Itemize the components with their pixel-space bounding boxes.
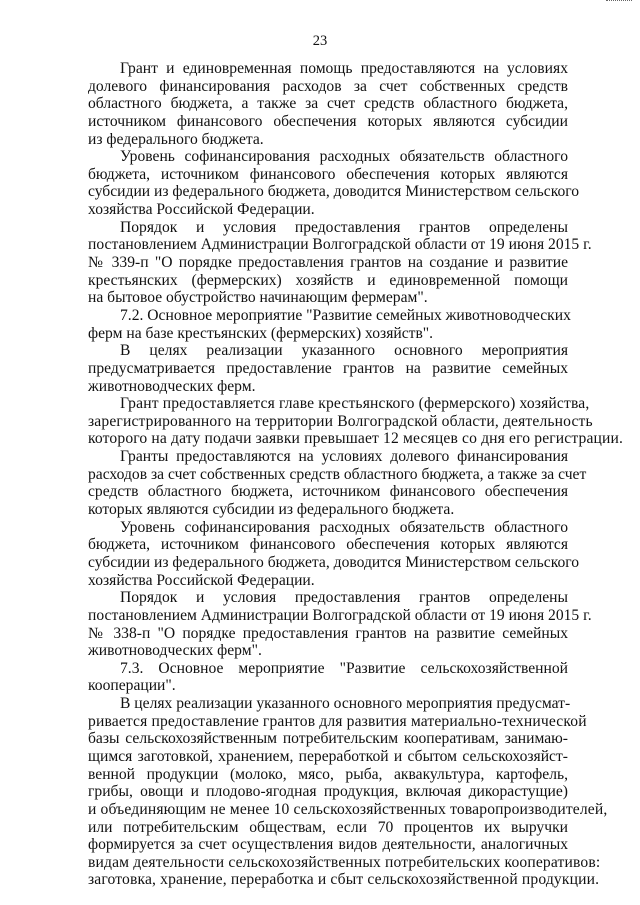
text-line: базы сельскохозяйственным потребительским кооперативам, занимаю- xyxy=(88,730,568,748)
text-line: хозяйства Российской Федерации. xyxy=(88,571,315,589)
text-line: Уровень софинансирования расходных обязательств областного xyxy=(120,518,568,536)
text-line: кооперации". xyxy=(88,677,176,695)
paragraph-cooperation-grants xyxy=(88,695,608,889)
text-line: венной продукции (молоко, мясо, рыба, аквакультура, картофель, xyxy=(88,765,568,783)
paragraph-grant-recipient xyxy=(88,395,624,448)
section-heading-7-3 xyxy=(88,660,568,695)
text-line: предусматривается предоставление грантов на развитие семейных xyxy=(88,359,568,377)
text-line: расходов за счет собственных средств областного бюджета, а также за счет xyxy=(88,465,587,483)
text-line: долевого финансирования расходов за счет собственных средств xyxy=(88,77,568,95)
corner-scan-mark xyxy=(606,0,632,3)
text-line: формируется за счет осуществления видов деятельности, аналогичных xyxy=(88,836,568,854)
text-line: В целях реализации указанного основного мероприятия предусмат- xyxy=(120,695,571,713)
text-line: Уровень софинансирования расходных обязательств областного xyxy=(120,148,568,166)
text-line: или потребительским обществам, если 70 процентов их выручки xyxy=(88,818,568,836)
text-line: областного бюджета, а также за счет средств областного бюджета, xyxy=(88,95,568,113)
paragraph-family-farms-purpose xyxy=(88,342,568,395)
text-line: крестьянских (фермерских) хозяйств и единовременной помощи xyxy=(88,271,568,289)
text-line: № 339-п "О порядке предоставления грантов на создание и развитие xyxy=(88,254,568,272)
text-line: бюджета, источником финансового обеспечения которых являются xyxy=(88,165,568,183)
text-line: животноводческих ферм. xyxy=(88,377,256,395)
text-line: которого на дату подачи заявки превышает 12 месяцев со дня его регистрации. xyxy=(88,430,624,448)
paragraph-cofinancing-level-2 xyxy=(88,518,580,590)
text-line: субсидии из федерального бюджета, доводится Министерством сельского xyxy=(88,553,580,571)
text-line: средств областного бюджета, источником финансового обеспечения xyxy=(88,483,568,501)
text-line: 7.3. Основное мероприятие "Развитие сельскохозяйственной xyxy=(120,659,568,677)
text-line: № 338-п "О порядке предоставления грантов на развитие семейных xyxy=(88,624,568,642)
text-line: которых являются субсидии из федерального бюджета. xyxy=(88,501,455,519)
text-line: и объединяющим не менее 10 сельскохозяйственных товаропроизводителей, xyxy=(88,800,608,818)
paragraph-grant-procedure-339 xyxy=(88,218,592,307)
text-line: заготовка, хранение, переработка и сбыт сельскохозяйственной продукции. xyxy=(88,871,600,889)
text-line: животноводческих ферм". xyxy=(88,642,262,660)
text-line: ферм на базе крестьянских (фермерских) хозяйств". xyxy=(88,324,434,342)
text-line: Порядок и условия предоставления грантов определены xyxy=(120,218,568,236)
text-line: В целях реализации указанного основного мероприятия xyxy=(120,342,568,360)
text-line: видам деятельности сельскохозяйственных потребительских кооперативов: xyxy=(88,853,601,871)
text-line: из федерального бюджета. xyxy=(88,130,264,148)
text-line: зарегистрированного на территории Волгоградской области, деятельность xyxy=(88,412,593,430)
text-line: щимся заготовкой, хранением, переработкой и сбытом сельскохозяйст- xyxy=(88,747,568,765)
text-line: грибы, овощи и плодово-ягодная продукция, включая дикорастущие) xyxy=(88,783,568,801)
text-line: 7.2. Основное мероприятие "Развитие семейных животноводческих xyxy=(120,306,571,324)
text-line: бюджета, источником финансового обеспечения которых являются xyxy=(88,536,568,554)
text-line: Порядок и условия предоставления грантов определены xyxy=(120,589,568,607)
text-line: ривается предоставление грантов для развития материально-технической xyxy=(88,712,587,730)
text-line: Грант и единовременная помощь предоставляются на условиях xyxy=(120,60,568,77)
text-line: постановлением Администрации Волгоградской области от 19 июня 2015 г. xyxy=(88,606,592,624)
page-number: 23 xyxy=(312,33,328,49)
paragraph-grant-conditions xyxy=(88,60,568,148)
section-heading-7-2 xyxy=(88,306,571,342)
text-line: источником финансового обеспечения которых являются субсидии xyxy=(88,112,568,130)
document-body xyxy=(88,60,624,889)
text-line: на бытовое обустройство начинающим фермерам". xyxy=(88,289,428,307)
text-line: хозяйства Российской Федерации. xyxy=(88,201,315,219)
paragraph-cofinancing-level xyxy=(88,148,580,219)
paragraph-grant-procedure-338 xyxy=(88,589,592,660)
text-line: Грант предоставляется главе крестьянского (фермерского) хозяйства, xyxy=(120,395,590,413)
text-line: субсидии из федерального бюджета, доводится Министерством сельского xyxy=(88,183,580,201)
text-line: Гранты предоставляются на условиях долевого финансирования xyxy=(120,448,568,466)
paragraph-grants-conditions xyxy=(88,448,587,519)
text-line: постановлением Администрации Волгоградской области от 19 июня 2015 г. xyxy=(88,236,592,254)
